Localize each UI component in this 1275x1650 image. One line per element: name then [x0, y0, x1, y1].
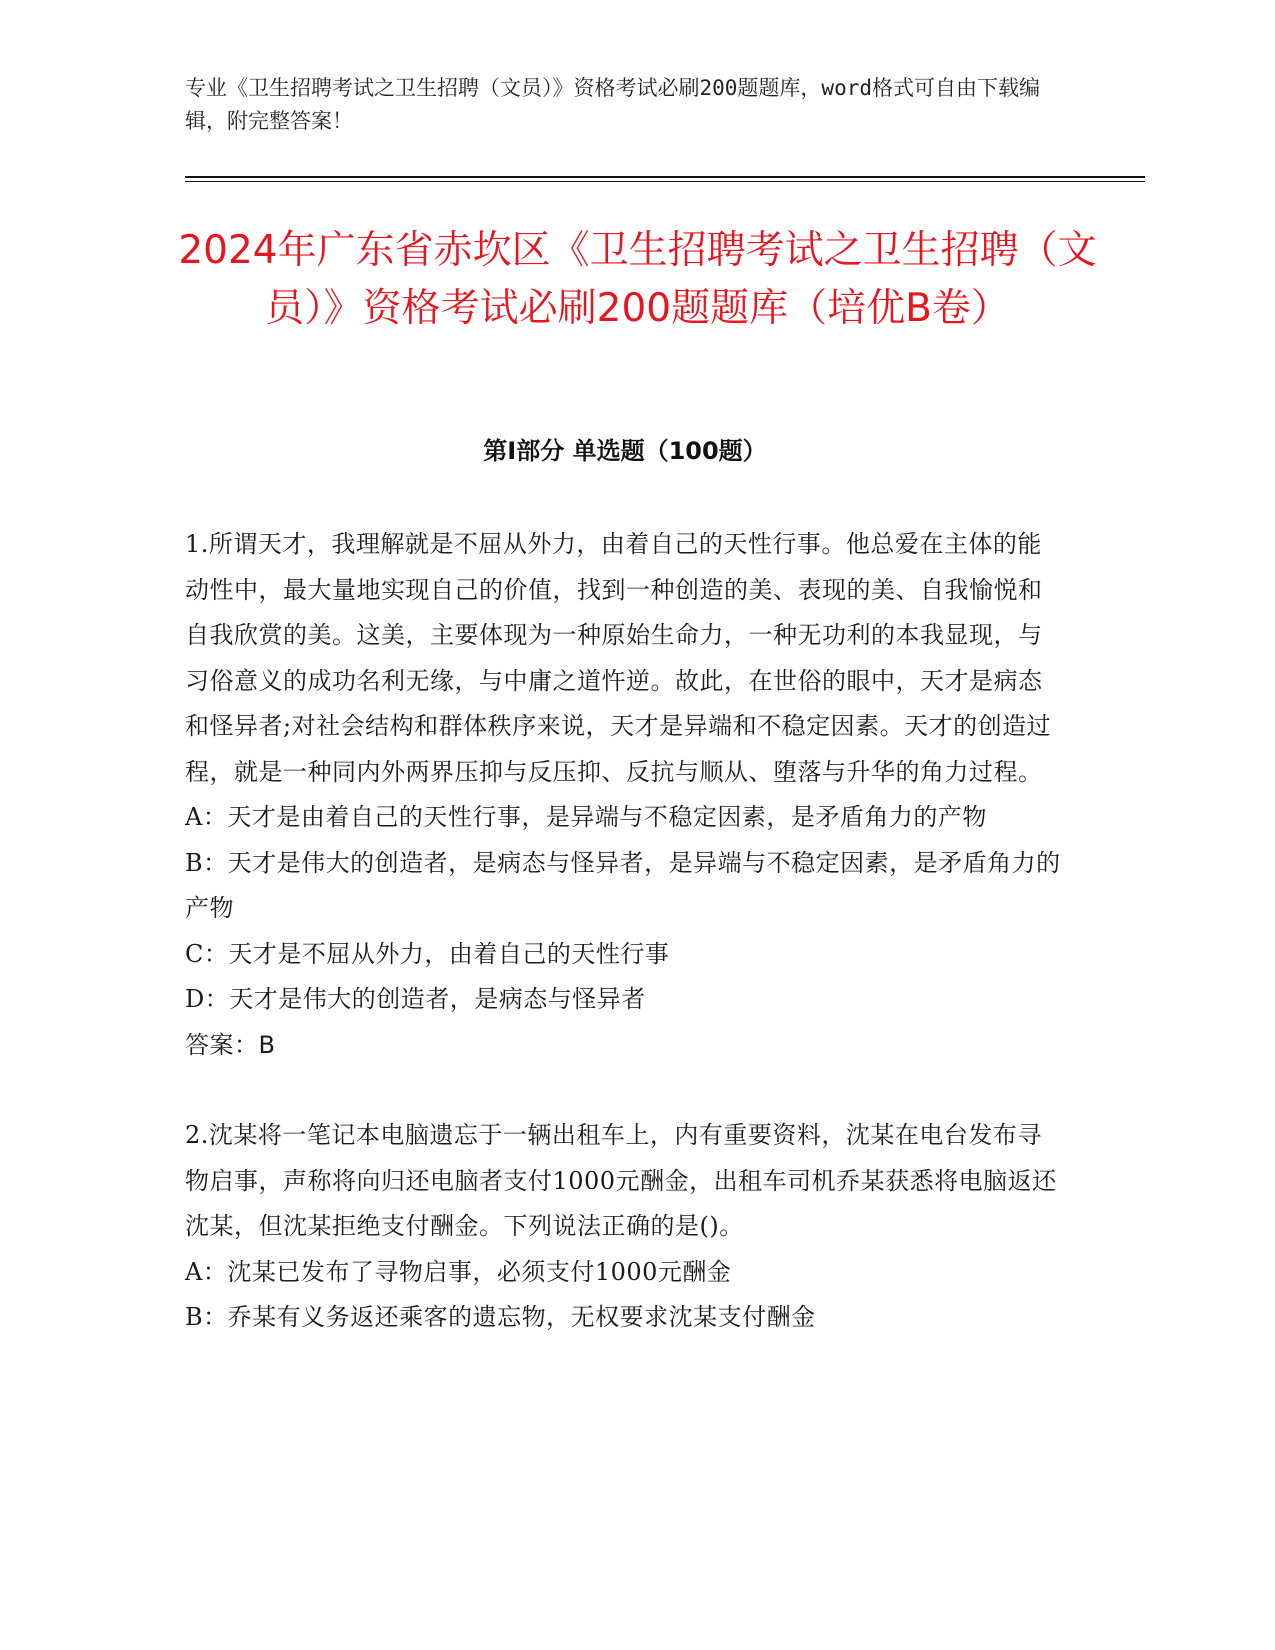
question-list	[185, 522, 1065, 1341]
option-c: C：天才是不屈从外力，由着自己的天性行事	[185, 939, 670, 968]
section-title: 第I部分 单选题（100题）	[483, 437, 767, 465]
document-title: 2024年广东省赤坎区《卫生招聘考试之卫生招聘（文员）》资格考试必刷200题题库（培优B卷）	[178, 228, 1097, 331]
option-b: B：乔某有义务返还乘客的遗忘物，无权要求沈某支付酬金	[185, 1303, 816, 1331]
option-d: D：天才是伟大的创造者，是病态与怪异者	[185, 985, 646, 1013]
option-a: A：天才是由着自己的天性行事，是异端与不稳定因素，是矛盾角力的产物	[185, 803, 987, 831]
header-note: 专业《卫生招聘考试之卫生招聘（文员）》资格考试必刷200题题库，word格式可自由下载编辑，附完整答案！	[185, 76, 1040, 133]
question-1	[185, 522, 1065, 1068]
question-2	[185, 1113, 1065, 1341]
header-rule-thick	[185, 176, 1145, 178]
option-a: A：沈某已发布了寻物启事，必须支付1000元酬金	[185, 1257, 732, 1286]
header-rule-thin	[185, 181, 1145, 182]
question-text: 2.沈某将一笔记本电脑遗忘于一辆出租车上，内有重要资料，沈某在电台发布寻物启事，声称将向归还电脑者支付1000元酬金，出租车司机乔某获悉将电脑返还沈某，但沈某拒绝支付酬金。下列说法正确的是()。	[185, 1121, 1057, 1240]
answer: 答案：B	[185, 1030, 276, 1059]
option-b: B：天才是伟大的创造者，是病态与怪异者，是异端与不稳定因素，是矛盾角力的产物	[185, 848, 1061, 922]
question-text: 1.所谓天才，我理解就是不屈从外力，由着自己的天性行事。他总爱在主体的能动性中，最大量地实现自己的价值，找到一种创造的美、表现的美、自我愉悦和自我欣赏的美。这美，主要体现为一种原始生命力，一种无功利的本我显现，与习俗意义的成功名利无缘，与中庸之道忤逆。故此，在世俗的眼中，天才是病态和怪异者;对社会结构和群体秩序来说，天才是异端和不稳定因素。天才的创造过程，就是一种同内外两界压抑与反压抑、反抗与顺从、堕落与升华的角力过程。	[185, 530, 1052, 786]
